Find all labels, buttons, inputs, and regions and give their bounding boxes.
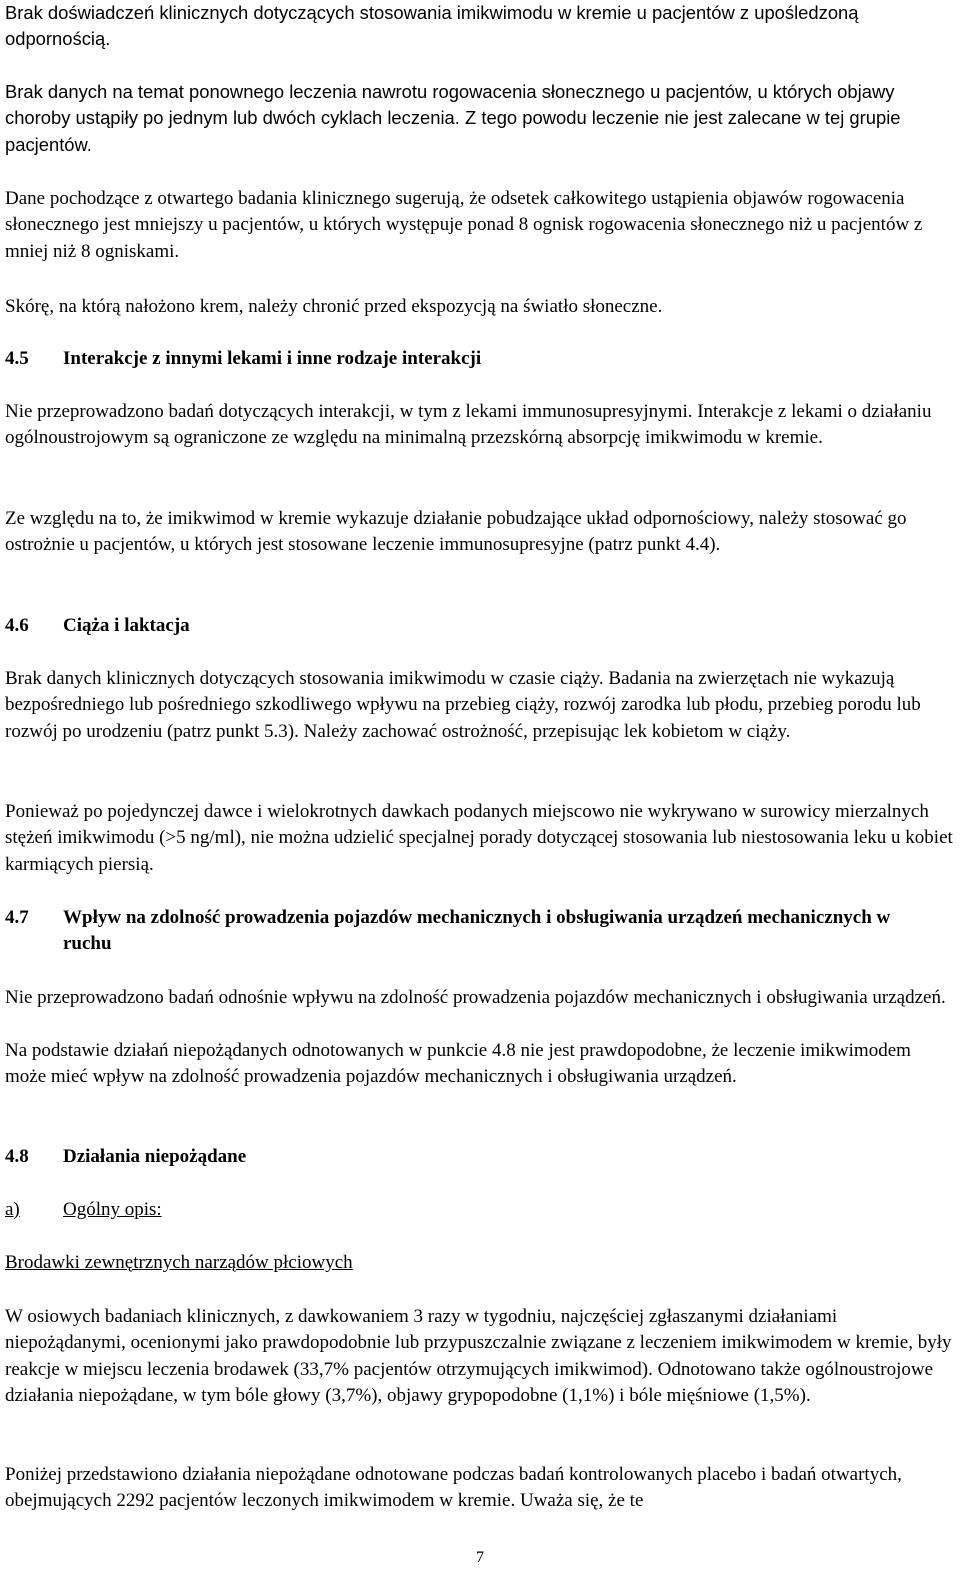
section-number: 4.8 (5, 1146, 29, 1167)
underlined-heading-text: Brodawki zewnętrznych narządów płciowych (5, 1252, 353, 1273)
subsection-general-description (5, 1197, 953, 1223)
section-number: 4.7 (5, 907, 29, 928)
paragraph-adverse-reactions-summary: W osiowych badaniach klinicznych, z dawkowaniem 3 razy w tygodniu, najczęściej zgłaszanymi działaniami niepożądanymi, ocenionymi jako prawdopodobnie lub przypuszczalnie związane z leczeniem imikwimodem w kremie, były reakcje w miejscu leczenia brodawek (33,7% pacjentów otrzymujących imikwimod). Odnotowano także ogólnoustrojowe działania niepożądane, w tym bóle głowy (3,7%), objawy grypopodobne (1,1%) i bóle mięśniowe (1,5%). (5, 1306, 952, 1407)
paragraph-immunocompromised: Brak doświadczeń klinicznych dotyczących stosowania imikwimodu w kremie u pacjentów z upośledzoną odpornością. (5, 2, 859, 50)
section-title: Wpływ na zdolność prowadzenia pojazdów mechanicznych i obsługiwania urządzeń mechanicznych w ruchu (63, 907, 891, 955)
section-title: Ciąża i laktacja (63, 615, 190, 636)
paragraph-sun-protection: Skórę, na którą nałożono krem, należy chronić przed ekspozycją na światło słoneczne. (5, 296, 663, 317)
section-title: Interakcje z innymi lekami i inne rodzaje interakcji (63, 348, 482, 369)
paragraph-open-study: Dane pochodzące z otwartego badania klinicznego sugerują, że odsetek całkowitego ustąpienia objawów rogowacenia słonecznego jest mniejszy u pacjentów, u których występuje ponad 8 ognisk rogowacenia słonecznego niż u pacjentów z mniej niż 8 ogniskami. (5, 188, 923, 262)
section-title: Działania niepożądane (63, 1146, 247, 1167)
paragraph-adverse-reactions-list-intro: Poniżej przedstawiono działania niepożądane odnotowane podczas badań kontrolowanych placebo i badań otwartych, obejmujących 2292 pacjentów leczonych imikwimodem w kremie. Uważa się, że te (5, 1464, 902, 1512)
page-number: 7 (476, 1549, 484, 1566)
section-heading-4-7 (5, 905, 953, 958)
underlined-heading-genital-warts (5, 1250, 953, 1276)
paragraph-lactation: Ponieważ po pojedynczej dawce i wielokrotnych dawkach podanych miejscowo nie wykrywano w surowicy mierzalnych stężeń imikwimodu (>5 ng/ml), nie można udzielić specjalnej porady dotyczącej stosowania lub niestosowania leku u kobiet karmiących piersią. (5, 801, 953, 875)
section-number: 4.6 (5, 615, 29, 636)
paragraph-immunostimulation: Ze względu na to, że imikwimod w kremie wykazuje działanie pobudzające układ odpornościowy, należy stosować go ostrożnie u pacjentów, u których jest stosowane leczenie immunosupresyjne (patrz punkt 4.4). (5, 508, 907, 556)
paragraph-pregnancy: Brak danych klinicznych dotyczących stosowania imikwimodu w czasie ciąży. Badania na zwierzętach nie wykazują bezpośredniego lub pośredniego szkodliwego wpływu na przebieg ciąży, rozwój zarodka lub płodu, przebieg porodu lub rozwój po urodzeniu (patrz punkt 5.3). Należy zachować ostrożność, przepisując lek kobietom w ciąży. (5, 668, 921, 742)
paragraph-interactions: Nie przeprowadzono badań dotyczących interakcji, w tym z lekami immunosupresyjnymi. Interakcje z lekami o działaniu ogólnoustrojowym są ograniczone ze względu na minimalną przezskórną absorpcję imikwimodu w kremie. (5, 401, 932, 449)
subsection-title: Ogólny opis: (63, 1199, 162, 1220)
paragraph-driving-studies: Nie przeprowadzono badań odnośnie wpływu na zdolność prowadzenia pojazdów mechanicznych i obsługiwania urządzeń. (5, 987, 946, 1008)
paragraph-driving-conclusion: Na podstawie działań niepożądanych odnotowanych w punkcie 4.8 nie jest prawdopodobne, że leczenie imikwimodem może mieć wpływ na zdolność prowadzenia pojazdów mechanicznych i obsługiwania urządzeń. (5, 1040, 911, 1088)
section-heading-4-6 (5, 613, 953, 639)
subsection-label: a) (5, 1199, 20, 1220)
paragraph-retreatment: Brak danych na temat ponownego leczenia nawrotu rogowacenia słonecznego u pacjentów, u których objawy choroby ustąpiły po jednym lub dwóch cyklach leczenia. Z tego powodu leczenie nie jest zalecane w tej grupie pacjentów. (5, 81, 901, 155)
section-heading-4-8 (5, 1144, 953, 1170)
section-number: 4.5 (5, 348, 29, 369)
section-heading-4-5 (5, 346, 953, 372)
